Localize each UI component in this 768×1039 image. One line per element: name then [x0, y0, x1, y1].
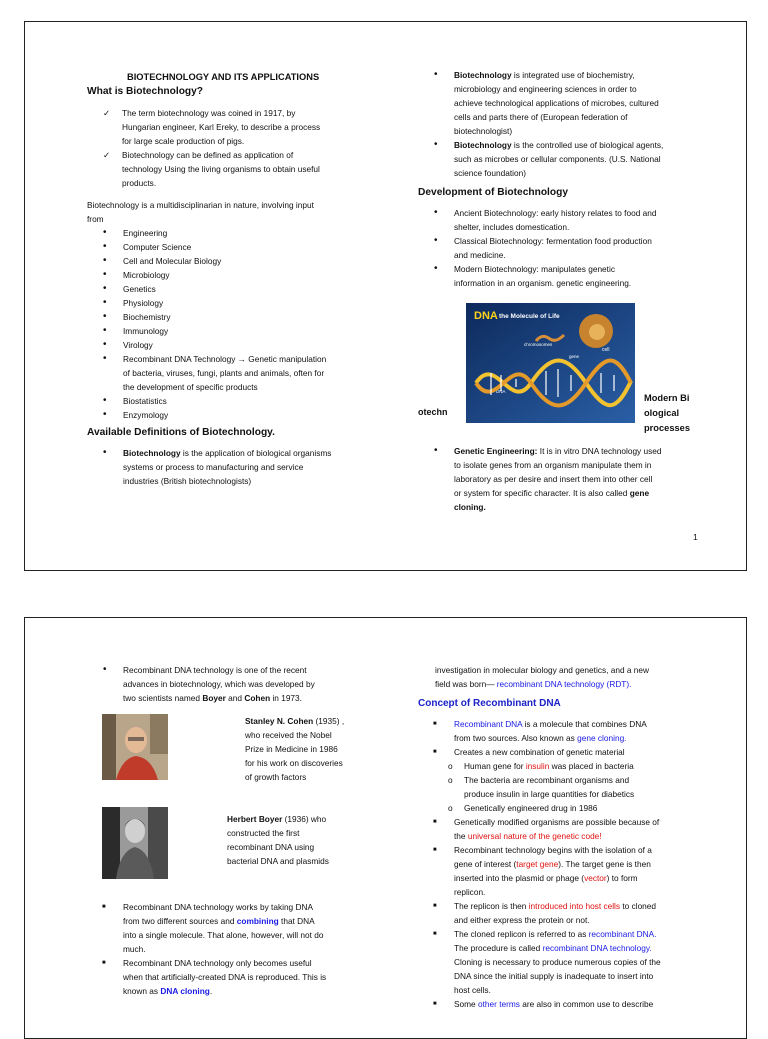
list-item	[87, 226, 377, 240]
list-item	[87, 956, 377, 998]
check-item	[87, 148, 377, 190]
text-line: Genetically engineered drug in 1986	[464, 803, 598, 813]
bullet-icon: •	[434, 207, 438, 218]
bullet-icon: •	[434, 235, 438, 246]
highlight-term: gene cloning.	[577, 733, 627, 743]
text-line: of growth factors	[245, 772, 307, 782]
intro-list	[87, 663, 377, 705]
text-line: (1936) who	[282, 814, 327, 824]
text-line: microbiology and engineering sciences in order to	[454, 84, 637, 94]
definitions-heading: Available Definitions of Biotechnology.	[87, 427, 275, 438]
bullet-icon: •	[103, 664, 107, 675]
text-line: Biotechnology can be defined as application of	[122, 150, 294, 160]
bullet-icon: •	[103, 227, 107, 238]
item-text: Physiology	[123, 298, 164, 308]
text-line: recombinant DNA using	[227, 842, 315, 852]
list-item	[87, 324, 377, 338]
text-line: Ancient Biotechnology: early history relates to food and	[454, 208, 657, 218]
bold-term: cloning	[454, 502, 484, 512]
bullet-icon: •	[434, 263, 438, 274]
text-line: for his work on discoveries	[245, 758, 343, 768]
person-name: Stanley N. Cohen	[245, 716, 314, 726]
text-line: systems or process to manufacturing and service	[123, 462, 304, 472]
item-text: Computer Science	[123, 242, 192, 252]
multidisciplinary-paragraph	[87, 198, 377, 226]
check-item	[87, 106, 377, 148]
item-text: Engineering	[123, 228, 168, 238]
list-item	[87, 408, 377, 422]
list-item	[418, 234, 728, 262]
text-line: is integrated use of biochemistry,	[511, 70, 635, 80]
text-line: ) to form	[606, 873, 638, 883]
text-line: from two sources. Also known as	[454, 733, 578, 743]
bullet-icon: •	[103, 353, 107, 364]
text-line: such as microbes or cellular components. (U.S. National	[454, 154, 661, 164]
text-line: information in an organism. genetic engineering.	[454, 278, 632, 288]
text-line: is the application of biological organisms	[180, 448, 332, 458]
text-line: and medicine.	[454, 250, 506, 260]
fragment-right	[644, 391, 690, 436]
fields-list	[87, 226, 377, 422]
checkmark-icon: ✓	[103, 150, 110, 160]
rdna-square-list	[87, 900, 377, 998]
page2-left-lower	[87, 900, 377, 998]
list-item	[87, 394, 377, 408]
highlight-term: target gene	[516, 859, 559, 869]
list-item	[87, 240, 377, 254]
item-text: Immunology	[123, 326, 169, 336]
concept-heading: Concept of Recombinant DNA	[418, 698, 561, 709]
list-item	[418, 843, 728, 899]
text-line: achieve technological applications of microbes, cultured	[454, 98, 659, 108]
text-line: Recombinant DNA technology is one of the recent	[123, 665, 307, 675]
bullet-icon: •	[434, 445, 438, 456]
text-line: Modern Bi	[644, 393, 690, 403]
bold-term: Boyer	[202, 693, 226, 703]
bullet-icon: •	[103, 283, 107, 294]
bold-term: Biotechnology	[454, 140, 512, 150]
highlight-term: introduced into host cells	[528, 901, 621, 911]
bullet-icon: •	[103, 269, 107, 280]
text-line: Recombinant DNA Technology → Genetic manipulation	[123, 354, 327, 364]
bullet-icon: •	[103, 241, 107, 252]
highlight-term: Recombinant DNA	[454, 719, 523, 729]
highlight-term: recombinant DNA.	[588, 929, 657, 939]
square-bullet-icon: ■	[102, 960, 106, 966]
text-line: (1935) ,	[313, 716, 345, 726]
definition-item	[87, 446, 377, 488]
photo-shelf	[102, 714, 116, 780]
list-item	[87, 254, 377, 268]
item-text: Genetics	[123, 284, 156, 294]
text-line: ological	[644, 408, 680, 418]
development-heading: Development of Biotechnology	[418, 187, 568, 198]
text-line: Recombinant DNA technology only becomes useful	[123, 958, 312, 968]
text-dot: .	[483, 502, 486, 512]
text-line: laboratory as per desire and insert them into other cell	[454, 474, 653, 484]
item-text: Enzymology	[123, 410, 169, 420]
text-line: Modern Biotechnology: manipulates genetic	[454, 264, 615, 274]
text-line: cells and parts there of (European federation of	[454, 112, 628, 122]
text-line: are also in common use to describe	[519, 999, 654, 1009]
development-list	[418, 206, 728, 290]
fragment-left: otechn	[418, 407, 448, 417]
list-item	[87, 900, 377, 956]
text-line: is the controlled use of biological agents,	[511, 140, 664, 150]
text-line: in 1973.	[270, 693, 302, 703]
circle-bullet-icon: o	[448, 775, 453, 785]
sub-list-item	[418, 759, 728, 773]
highlight-term: recombinant DNA technology.	[542, 943, 652, 953]
person-name: Herbert Boyer	[227, 814, 283, 824]
text-line: the development of specific products	[123, 382, 258, 392]
bullet-icon: •	[103, 409, 107, 420]
text-line: technology Using the living organisms to obtain useful	[122, 164, 320, 174]
list-item	[418, 927, 728, 997]
text-line: The procedure is called	[454, 943, 543, 953]
text-line: advances in biotechnology, which was developed by	[123, 679, 315, 689]
list-item	[418, 899, 728, 927]
bold-term: Biotechnology	[454, 70, 512, 80]
highlight-term: DNA cloning	[160, 986, 210, 996]
text-line: gene of interest (	[454, 859, 517, 869]
text-line: was placed in bacteria	[549, 761, 634, 771]
text-line: Recombinant DNA technology works by taking DNA	[123, 902, 313, 912]
text-line: host cells.	[454, 985, 491, 995]
text-line: for large scale production of pigs.	[122, 136, 245, 146]
text-line: Recombinant technology begins with the isolation of a	[454, 845, 652, 855]
text-line: who received the Nobel	[245, 730, 332, 740]
text-line: much.	[123, 944, 146, 954]
text-line: The replicon is then	[454, 901, 529, 911]
text-line: to isolate genes from an organism manipulate them in	[454, 460, 652, 470]
genetic-engineering-block	[418, 444, 728, 514]
text-line: Creates a new combination of genetic material	[454, 747, 625, 757]
definitions-list-left	[87, 446, 377, 488]
text-line: replicon.	[454, 887, 486, 897]
dna-big-label: DNA	[474, 310, 498, 322]
list-item	[418, 206, 728, 234]
highlight-term: vector	[584, 873, 607, 883]
square-bullet-icon: ■	[102, 904, 106, 910]
highlight-term: universal nature of the genetic code!	[467, 831, 602, 841]
gene-label: gene	[569, 354, 580, 359]
checkmark-icon: ✓	[103, 108, 110, 118]
square-bullet-icon: ■	[433, 749, 437, 755]
what-is-heading: What is Biotechnology?	[87, 86, 204, 97]
page2-right-column	[418, 663, 728, 1011]
square-bullet-icon: ■	[433, 903, 437, 909]
bullet-icon: •	[103, 297, 107, 308]
sub-list-item	[418, 801, 728, 815]
list-item	[87, 352, 377, 394]
list-item	[87, 663, 377, 705]
chromosomes-label: chromosomes	[524, 342, 553, 347]
bullet-icon: •	[103, 255, 107, 266]
text-line: and	[225, 693, 245, 703]
text-line: two scientists named	[123, 693, 203, 703]
text-line: produce insulin in large quantities for diabetics	[464, 789, 635, 799]
text-line: shelter, includes domestication.	[454, 222, 570, 232]
bold-term: Genetic Engineering:	[454, 446, 538, 456]
check-list	[87, 106, 377, 190]
text-line: bacterial DNA and plasmids	[227, 856, 329, 866]
photo-dark-area	[102, 807, 120, 879]
bullet-icon: •	[103, 447, 107, 458]
photo-shelf	[150, 714, 168, 754]
ge-list	[418, 444, 728, 514]
text-line: biotechnologist)	[454, 126, 513, 136]
item-text: Cell and Molecular Biology	[123, 256, 222, 266]
dna-molecule-image	[466, 303, 635, 423]
text-line: from two different sources and	[123, 916, 237, 926]
list-item	[418, 262, 728, 290]
text-line: and either express the protein or not.	[454, 915, 590, 925]
text-line: The bacteria are recombinant organisms and	[464, 775, 630, 785]
item-text: Biostatistics	[123, 396, 167, 406]
cell-label: cell	[602, 347, 610, 353]
list-item	[418, 717, 728, 745]
text-dot: .	[209, 986, 213, 996]
list-item	[87, 296, 377, 310]
square-bullet-icon: ■	[433, 721, 437, 727]
bullet-icon: •	[103, 311, 107, 322]
definitions-list-right	[418, 68, 728, 180]
text-line: Human gene for	[464, 761, 526, 771]
dna-label: DNA	[496, 389, 506, 394]
face-shape	[125, 819, 145, 843]
circle-bullet-icon: o	[448, 803, 453, 813]
definition-item	[418, 138, 728, 180]
list-item	[418, 444, 728, 514]
text-line: It is in vitro DNA technology used	[537, 446, 662, 456]
text-line: Prize in Medicine in 1986	[245, 744, 338, 754]
text-line: to cloned	[620, 901, 657, 911]
highlight-term: combining	[236, 916, 279, 926]
page2-left-column	[87, 663, 377, 705]
list-item	[87, 310, 377, 324]
text-line: of bacteria, viruses, fungi, plants and animals, often for	[123, 368, 325, 378]
list-item	[87, 338, 377, 352]
text-line: Classical Biotechnology: fermentation food production	[454, 236, 652, 246]
boyer-photo	[102, 807, 168, 879]
bullet-icon: •	[103, 395, 107, 406]
text-line: products.	[122, 178, 157, 188]
cohen-photo	[102, 714, 168, 780]
bold-term: gene	[629, 488, 650, 498]
list-item	[418, 997, 728, 1011]
document-title: BIOTECHNOLOGY AND ITS APPLICATIONS	[127, 72, 320, 82]
text-line: when that artificially-created DNA is reproduced. This is	[123, 972, 327, 982]
bullet-icon: •	[434, 69, 438, 80]
right-intro-paragraph	[418, 663, 728, 691]
square-bullet-icon: ■	[433, 931, 437, 937]
text-line: ). The target gene is then	[558, 859, 651, 869]
text-line: science foundation)	[454, 168, 526, 178]
text-line: processes	[644, 423, 690, 433]
item-text: Microbiology	[123, 270, 170, 280]
document-page-2	[24, 617, 747, 1039]
highlight-term: other terms	[477, 999, 520, 1009]
text-line: investigation in molecular biology and genetics, and a new	[435, 665, 650, 675]
page1-right-column	[418, 68, 728, 290]
text-line: inserted into the plasmid or phage (	[454, 873, 585, 883]
list-item	[87, 268, 377, 282]
text-line: Biotechnology is a multidisciplinarian in nature, involving input	[87, 200, 314, 210]
square-bullet-icon: ■	[433, 1001, 437, 1007]
bullet-icon: •	[103, 339, 107, 350]
definition-item	[418, 68, 728, 138]
text-line: from	[87, 214, 104, 224]
text-line: that DNA	[278, 916, 315, 926]
square-bullet-icon: ■	[433, 819, 437, 825]
page-number: 1	[693, 532, 698, 542]
boyer-caption	[227, 812, 377, 868]
text-line: Genetically modified organisms are possible because of	[454, 817, 660, 827]
text-line: known as	[123, 986, 161, 996]
circle-bullet-icon: o	[448, 761, 453, 771]
text-line: field was born—	[435, 679, 497, 689]
highlight-term: recombinant DNA technology (RDT).	[496, 679, 632, 689]
text-line: the	[454, 831, 468, 841]
text-line: into a single molecule. That alone, however, will not do	[123, 930, 324, 940]
text-line: The term biotechnology was coined in 1917, by	[122, 108, 296, 118]
text-line: is a molecule that combines DNA	[522, 719, 647, 729]
list-item	[87, 282, 377, 296]
bullet-icon: •	[103, 325, 107, 336]
document-page-1	[24, 21, 747, 571]
item-text: Virology	[123, 340, 153, 350]
text-line: constructed the first	[227, 828, 300, 838]
text-line: The cloned replicon is referred to as	[454, 929, 589, 939]
text-line: Cloning is necessary to produce numerous copies of the	[454, 957, 661, 967]
text-line: Hungarian engineer, Karl Ereky, to describe a process	[122, 122, 321, 132]
text-line: DNA since the initial supply is inadequate to insert into	[454, 971, 654, 981]
concept-list	[418, 717, 728, 1011]
bold-term: Cohen	[244, 693, 271, 703]
square-bullet-icon: ■	[433, 847, 437, 853]
list-item	[418, 815, 728, 843]
item-text: Biochemistry	[123, 312, 171, 322]
list-item	[418, 745, 728, 759]
text-line: industries (British biotechnologists)	[123, 476, 252, 486]
bullet-icon: •	[434, 139, 438, 150]
text-line: or system for specific character. It is also called	[454, 488, 630, 498]
nucleus-shape	[589, 324, 605, 340]
glasses-shape	[128, 737, 144, 741]
cohen-caption	[245, 714, 375, 784]
highlight-term: insulin	[525, 761, 550, 771]
page1-left-column	[87, 70, 377, 488]
text-line: Some	[454, 999, 478, 1009]
bold-term: Biotechnology	[123, 448, 181, 458]
sub-list-item	[418, 773, 728, 801]
dna-caption: the Molecule of Life	[499, 313, 560, 320]
